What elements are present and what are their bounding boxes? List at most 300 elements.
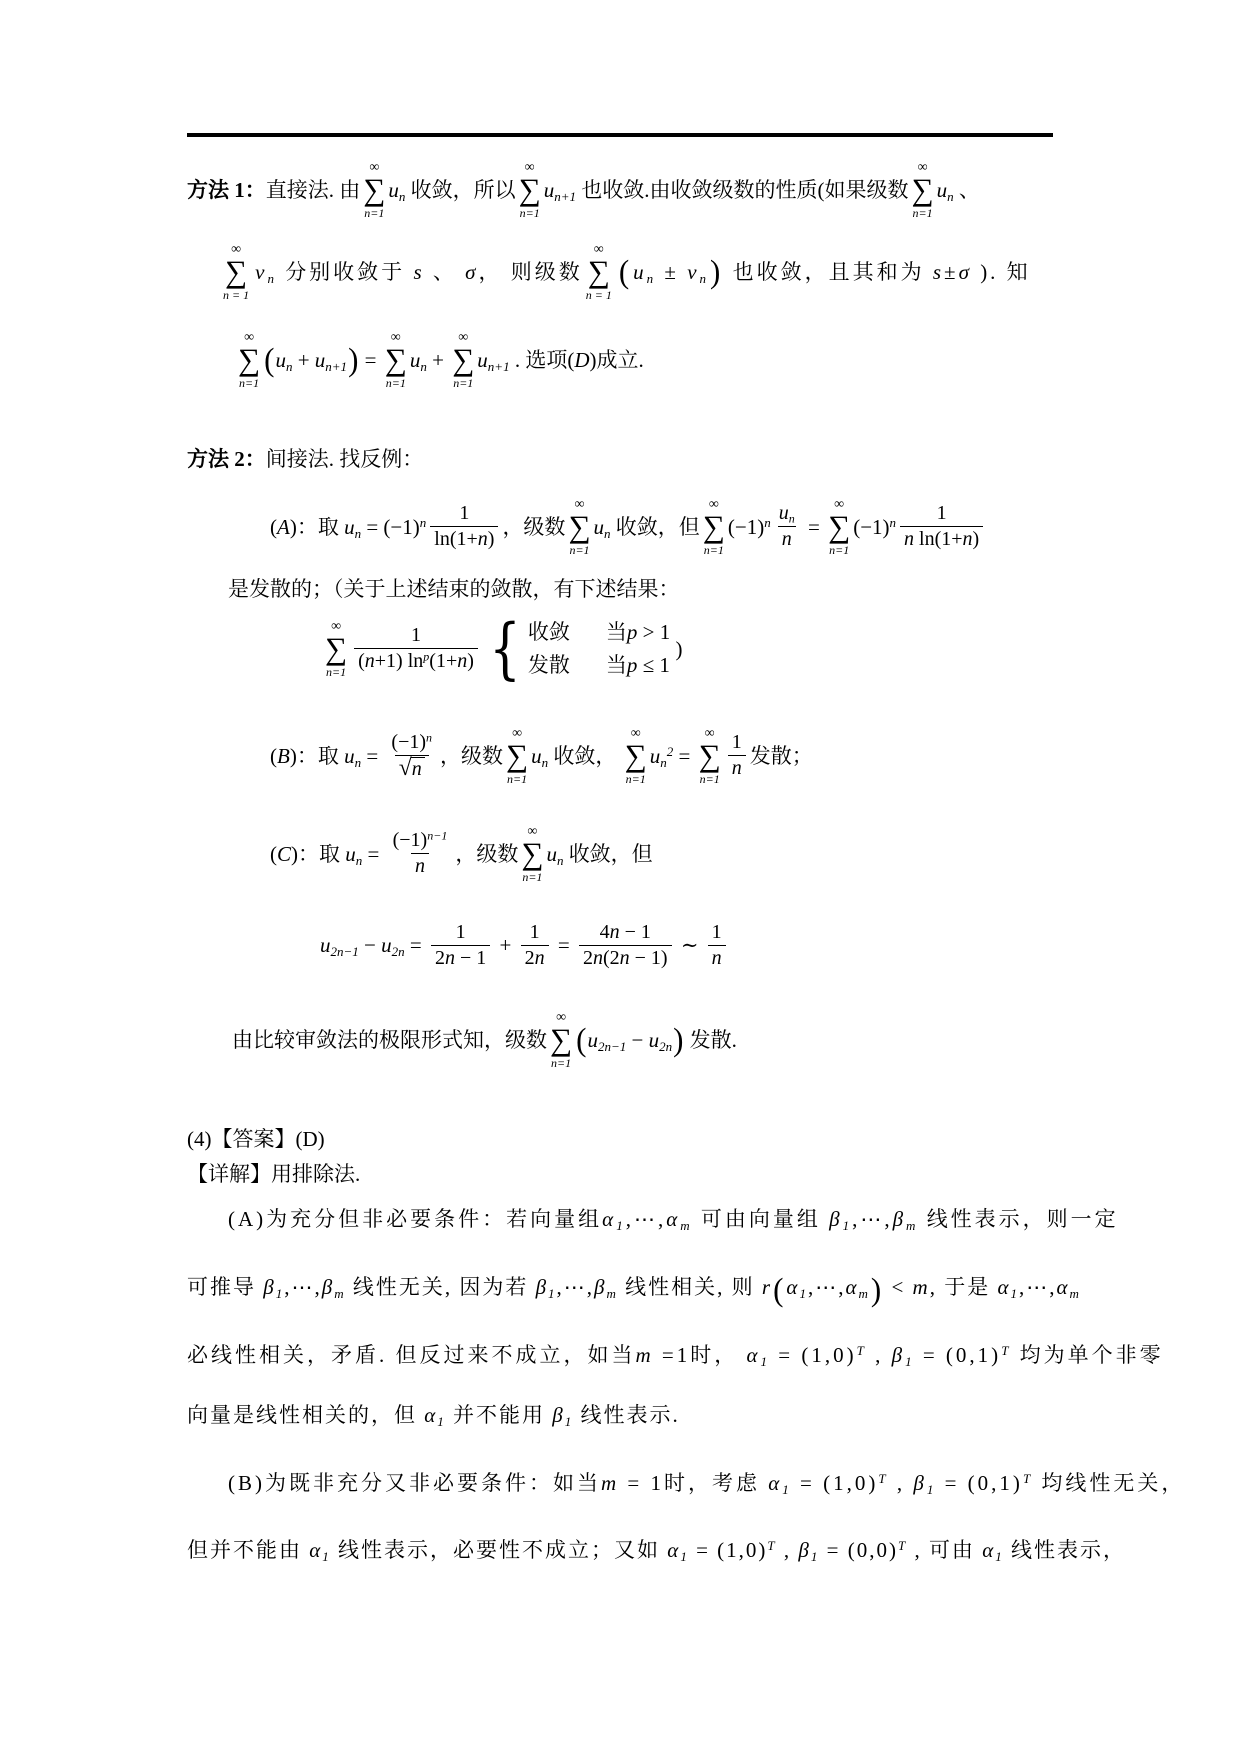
big-paren: ( <box>618 253 633 291</box>
text-run-group <box>455 841 518 867</box>
sqrt-radical <box>398 754 425 781</box>
text-run: 2 <box>524 947 535 969</box>
numerator <box>775 502 799 526</box>
denominator <box>521 945 549 970</box>
text-run-group <box>255 259 583 285</box>
text-run: 时， <box>690 1343 747 1367</box>
text-run-group <box>633 259 709 285</box>
subscript: n <box>285 358 293 374</box>
text-run: ln(1+ <box>434 528 478 551</box>
fraction <box>728 731 746 780</box>
math-variable: u <box>593 514 605 539</box>
subscript: n <box>354 525 362 541</box>
subscript: n <box>699 270 710 286</box>
math-variable: v <box>255 259 268 284</box>
denominator <box>778 526 796 551</box>
math-variable: σ <box>958 259 972 284</box>
subscript: m <box>1069 1285 1081 1301</box>
text-run-group <box>546 841 652 867</box>
numerator <box>407 624 425 648</box>
subscript: 1 <box>810 1548 820 1564</box>
math-variable: u <box>546 841 557 866</box>
big-paren: ( <box>576 1021 587 1059</box>
math-variable: u <box>649 743 661 768</box>
denominator <box>411 853 429 878</box>
big-paren: ) <box>348 341 359 379</box>
math-variable: n <box>619 947 630 969</box>
answer-4-line <box>187 1124 325 1154</box>
subscript: n <box>354 754 362 770</box>
text-run: (−1) <box>392 829 428 852</box>
summation-symbol <box>699 727 721 785</box>
subscript: 1 <box>437 1413 446 1429</box>
math-variable: s <box>413 259 425 284</box>
math-variable: β <box>594 1275 607 1299</box>
text-run: . 选项 <box>509 347 568 372</box>
text-run: ) <box>289 514 297 539</box>
denominator <box>354 648 478 673</box>
text-run: 1 <box>731 731 742 754</box>
math-variable: α <box>602 1207 617 1231</box>
subscript: n <box>355 852 363 868</box>
math-variable: α <box>997 1275 1011 1299</box>
summation-symbol <box>519 161 541 219</box>
math-variable: C <box>277 841 292 866</box>
text-run: = (1,0) <box>791 1471 879 1495</box>
radical-sign: √ <box>398 754 412 781</box>
subscript: 1 <box>782 1481 792 1497</box>
summation-symbol <box>550 1011 572 1069</box>
math-variable: u <box>543 177 555 202</box>
fraction <box>579 921 672 970</box>
text-run: 1 <box>711 921 722 943</box>
big-paren: ( <box>264 341 275 379</box>
text-run: + <box>426 347 450 372</box>
superscript: T <box>897 1537 908 1553</box>
subscript: n <box>541 754 549 770</box>
text-run-group <box>320 932 427 958</box>
text-run: 、 <box>424 259 466 284</box>
infinity-symbol: ∞ <box>556 1010 567 1025</box>
subscript: 1 <box>842 1217 853 1233</box>
math-variable: u <box>531 743 542 768</box>
subscript: n <box>398 188 406 204</box>
math-variable: u <box>344 743 355 768</box>
header-rule <box>187 133 1053 137</box>
math-variable: n <box>592 947 603 969</box>
summation-symbol <box>325 620 347 678</box>
text-run: 1 <box>411 624 421 647</box>
series-property-line <box>220 243 1031 301</box>
math-variable: u <box>388 177 399 202</box>
sigma-symbol: ∑ <box>911 172 934 207</box>
lower-limit: n=1 <box>223 287 253 302</box>
text-run: ) <box>487 528 495 551</box>
text-run-group <box>803 514 825 540</box>
text-run: 由比较审敛法的极限形式知，级数 <box>232 1027 547 1052</box>
text-run: 时，考虑 <box>664 1471 769 1495</box>
text-run-group <box>650 743 696 769</box>
numerator <box>389 829 452 853</box>
case-row <box>528 652 670 678</box>
text-run: = (−1) <box>361 514 420 539</box>
subscript: n+1 <box>325 358 348 374</box>
text-run-group <box>594 514 700 540</box>
infinity-symbol: ∞ <box>630 726 641 741</box>
lower-limit: n=1 <box>625 771 646 786</box>
text-run: ) <box>467 650 474 673</box>
text-run: 向量是线性相关的，但 <box>187 1403 425 1427</box>
denominator <box>708 945 726 970</box>
text-run: 4 <box>599 921 610 943</box>
text-run-group <box>684 1027 737 1053</box>
option-a-analysis-line3 <box>187 1340 1164 1370</box>
summation-symbol <box>912 161 934 219</box>
infinity-symbol: ∞ <box>331 618 342 634</box>
text-run: 收敛 <box>527 620 570 644</box>
subscript: 1 <box>905 1353 915 1369</box>
sigma-symbol: ∑ <box>587 254 613 289</box>
subscript: n <box>660 754 667 770</box>
text-run: 也收敛，且其和为 <box>724 259 933 284</box>
text-run-group <box>270 514 426 540</box>
math-variable: r <box>761 1275 773 1299</box>
text-run: , <box>866 1343 892 1367</box>
big-paren: ) <box>673 1021 684 1059</box>
subscript: 1 <box>548 1285 557 1301</box>
subscript: n <box>604 525 611 541</box>
text-run: = (0,1) <box>936 1471 1023 1495</box>
text-run: ( <box>270 841 277 866</box>
big-paren: ) <box>710 253 724 291</box>
text-run: = <box>359 347 382 372</box>
infinity-symbol: ∞ <box>917 160 928 175</box>
text-run: (4)【答案】(D) <box>187 1127 325 1151</box>
summation-symbol <box>828 498 850 556</box>
text-run: ：取 <box>298 841 346 866</box>
text-run: ) <box>670 636 683 661</box>
lower-limit: n=1 <box>385 375 406 390</box>
denominator <box>395 755 429 781</box>
math-variable: u <box>936 177 948 202</box>
math-variable: β <box>552 1403 565 1427</box>
denominator <box>430 526 498 551</box>
text-run: ，级数 <box>440 743 504 768</box>
text-run: + <box>494 933 517 958</box>
math-variable: β <box>913 1471 927 1495</box>
text-run: 线性表示. <box>573 1403 680 1427</box>
subscript: n <box>947 188 954 204</box>
subscript: 1 <box>322 1548 331 1564</box>
lower-limit: n=1 <box>364 205 385 220</box>
text-run: 【详解】用排除法. <box>187 1162 361 1186</box>
divergent-note-line <box>228 574 680 604</box>
text-run: ( <box>270 514 277 539</box>
superscript: T <box>1022 1470 1034 1486</box>
math-variable: n <box>477 528 488 551</box>
subscript: 1 <box>760 1353 771 1369</box>
math-variable: u <box>633 259 647 284</box>
math-variable: n <box>414 855 425 878</box>
math-variable: β <box>829 1207 843 1231</box>
fraction <box>900 502 983 551</box>
subscript: 2n−1 <box>330 944 359 960</box>
text-run: = 1 <box>619 1471 665 1495</box>
math-variable: β <box>798 1538 811 1562</box>
math-variable: m <box>912 1275 930 1299</box>
lower-limit: n=1 <box>569 542 590 557</box>
math-variable: n <box>711 947 722 969</box>
lower-limit: n=1 <box>699 771 720 786</box>
math-variable: β <box>263 1275 276 1299</box>
fraction <box>389 829 452 878</box>
numerator <box>452 921 470 945</box>
text-run-group <box>440 743 503 769</box>
subscript: 2n <box>391 944 405 960</box>
text-run: = (1,0) <box>770 1343 857 1367</box>
text-run: 收敛，所以 <box>405 177 516 202</box>
math-variable: α <box>786 1275 800 1299</box>
big-paren: ) <box>870 1270 884 1308</box>
text-run: ) <box>291 841 299 866</box>
math-variable: n <box>781 528 792 551</box>
text-run: 成立. <box>596 347 644 372</box>
text-run: =1 <box>653 1343 691 1367</box>
infinity-symbol: ∞ <box>527 824 538 839</box>
subscript: m <box>858 1285 870 1301</box>
text-run: = <box>552 933 575 958</box>
math-variable: A <box>277 514 290 539</box>
option-a-analysis-line4 <box>187 1400 680 1430</box>
numerator <box>596 921 655 945</box>
text-run: ：取 <box>296 743 345 768</box>
math-variable: β <box>892 1207 907 1231</box>
subscript: 1 <box>799 1285 808 1301</box>
text-run: = (1,0) <box>688 1538 768 1562</box>
text-run-group <box>502 514 565 540</box>
math-variable: n <box>457 650 468 673</box>
text-run-group <box>853 514 896 540</box>
text-run: ，级数 <box>502 514 566 539</box>
text-run: 1 <box>459 502 470 525</box>
math-variable: u <box>314 347 326 372</box>
option-a-counterexample-line <box>270 498 987 556</box>
math-variable: α <box>845 1275 859 1299</box>
text-run: ( <box>567 347 575 372</box>
text-run: − 1 <box>454 947 487 969</box>
math-variable: p <box>626 653 638 678</box>
text-run: , <box>888 1471 914 1495</box>
summation-symbol <box>363 161 385 219</box>
text-run: (−1) <box>853 514 890 539</box>
math-variable: σ <box>465 259 479 284</box>
sigma-symbol: ∑ <box>624 738 647 773</box>
text-run: 均为单个非零 <box>1011 1343 1164 1367</box>
lower-limit: n=1 <box>507 771 528 786</box>
text-run: ,⋯, <box>807 1275 846 1299</box>
text-run: ± <box>656 259 688 284</box>
numerator <box>728 731 746 755</box>
sigma-symbol: ∑ <box>452 342 475 377</box>
text-run-group <box>531 743 622 769</box>
summation-symbol <box>586 243 615 301</box>
text-run: 直接法. 由 <box>265 177 361 202</box>
subscript: 1 <box>926 1481 937 1497</box>
text-run-group <box>477 347 643 373</box>
text-run: ,⋯, <box>1019 1275 1057 1299</box>
text-run: ，级数 <box>455 841 519 866</box>
superscript: T <box>767 1537 777 1553</box>
method1-line <box>187 161 980 219</box>
sigma-symbol: ∑ <box>384 342 407 377</box>
math-variable: α <box>666 1207 681 1231</box>
math-variable: u <box>587 1027 598 1052</box>
math-variable: p <box>626 620 638 644</box>
method2-heading <box>187 444 423 474</box>
subscript: 1 <box>275 1285 285 1301</box>
math-variable: n <box>904 528 915 551</box>
text-run: + <box>292 347 315 372</box>
text-run: ,⋯, <box>284 1275 322 1299</box>
math-variable: u <box>648 1027 660 1052</box>
text-run: ). 知 <box>971 259 1031 284</box>
text-run: 可推导 <box>187 1275 264 1299</box>
lower-limit: n=1 <box>829 542 850 557</box>
math-variable: n <box>731 757 742 780</box>
math-variable: n <box>444 947 455 969</box>
text-run: < <box>884 1275 913 1299</box>
math-variable: u <box>477 347 488 372</box>
superscript: n <box>764 514 771 530</box>
math-variable: u <box>344 514 355 539</box>
text-run-group <box>494 932 516 958</box>
math-variable: α <box>982 1538 996 1562</box>
sigma-symbol: ∑ <box>506 738 529 773</box>
text-run: 收敛，但 <box>610 514 700 539</box>
text-run: 、 <box>953 177 980 202</box>
superscript: p <box>423 649 430 664</box>
math-variable: α <box>746 1343 761 1367</box>
sigma-symbol: ∑ <box>225 254 251 289</box>
text-run-group <box>728 514 771 540</box>
text-run: > 1 <box>637 620 671 644</box>
math-variable: u <box>381 933 392 958</box>
text-run: 线性表示， <box>1003 1538 1126 1562</box>
math-variable: s <box>932 259 945 284</box>
summation-symbol <box>238 331 260 389</box>
text-run: 2 <box>582 947 593 969</box>
text-run: 但并不能由 <box>187 1538 310 1562</box>
text-run: 1 <box>529 921 540 943</box>
lower-limit: n=1 <box>912 205 933 220</box>
text-run-group <box>587 1027 672 1053</box>
text-run: = <box>361 743 384 768</box>
math-variable: D <box>574 347 590 372</box>
detail-heading <box>187 1159 360 1189</box>
math-variable: α <box>1056 1275 1070 1299</box>
text-run-group <box>724 259 1030 285</box>
text-run: 并不能用 <box>445 1403 553 1427</box>
cases-brace-group <box>484 610 671 688</box>
bold-label: 方法 1： <box>187 177 266 202</box>
text-run: ,⋯, <box>625 1207 667 1231</box>
text-run: 线性相关, 则 <box>617 1275 762 1299</box>
math-variable: α <box>667 1538 681 1562</box>
superscript: n <box>889 514 897 530</box>
text-run: 发散. <box>684 1027 737 1052</box>
infinity-symbol: ∞ <box>512 726 523 741</box>
text-run: , 可由 <box>907 1538 983 1562</box>
subscript: n+1 <box>487 358 510 374</box>
text-run: ,⋯, <box>852 1207 893 1231</box>
math-variable: u <box>275 347 286 372</box>
text-run-group <box>544 177 909 203</box>
text-run: = <box>673 743 696 768</box>
sigma-symbol: ∑ <box>325 630 348 666</box>
text-run-group <box>270 841 385 867</box>
sigma-symbol: ∑ <box>238 342 261 377</box>
numerator <box>387 731 436 755</box>
summation-symbol <box>506 727 528 785</box>
infinity-symbol: ∞ <box>593 242 607 257</box>
option-b-analysis-line2 <box>187 1535 1126 1565</box>
subscript: 2n <box>659 1038 673 1054</box>
fraction <box>775 502 799 551</box>
subscript: 1 <box>680 1548 689 1564</box>
text-run-group <box>750 743 813 769</box>
text-run: +1) ln <box>374 650 424 673</box>
text-run: ∼ <box>675 933 704 958</box>
p-series-cases-formula <box>322 610 683 688</box>
option-c-counterexample-line <box>270 825 653 883</box>
fraction <box>354 624 478 673</box>
lower-limit: n=1 <box>522 869 543 884</box>
text-run: ± <box>944 259 959 284</box>
math-variable: u <box>320 933 331 958</box>
text-run-group <box>410 347 449 373</box>
infinity-symbol: ∞ <box>244 330 255 345</box>
fraction <box>521 921 549 970</box>
infinity-symbol: ∞ <box>704 726 715 741</box>
sigma-symbol: ∑ <box>698 738 721 773</box>
text-run: = <box>802 514 826 539</box>
option-a-analysis-line2 <box>187 1270 1081 1308</box>
sigma-symbol: ∑ <box>363 172 386 207</box>
text-run: 1 <box>936 502 947 525</box>
text-run: 收敛， <box>548 743 622 768</box>
text-run: , 于是 <box>929 1275 998 1299</box>
math-variable: n <box>534 947 545 969</box>
big-paren: ( <box>773 1270 786 1308</box>
summation-symbol <box>452 331 474 389</box>
sigma-symbol: ∑ <box>702 509 725 544</box>
lower-limit: n=1 <box>239 375 260 390</box>
superscript: T <box>856 1342 867 1358</box>
superscript: n <box>419 514 427 530</box>
text-run-group <box>359 347 381 373</box>
superscript: T <box>878 1470 889 1486</box>
text-run-group <box>275 347 347 373</box>
summation-symbol <box>625 727 647 785</box>
text-run-group <box>553 932 575 958</box>
lower-limit: n=1 <box>326 664 347 679</box>
denominator <box>431 945 490 970</box>
text-run: 可由向量组 <box>692 1207 830 1231</box>
text-run-group <box>270 743 383 769</box>
lower-limit: n=1 <box>703 542 724 557</box>
subscript: m <box>606 1285 618 1301</box>
math-variable: α <box>424 1403 438 1427</box>
